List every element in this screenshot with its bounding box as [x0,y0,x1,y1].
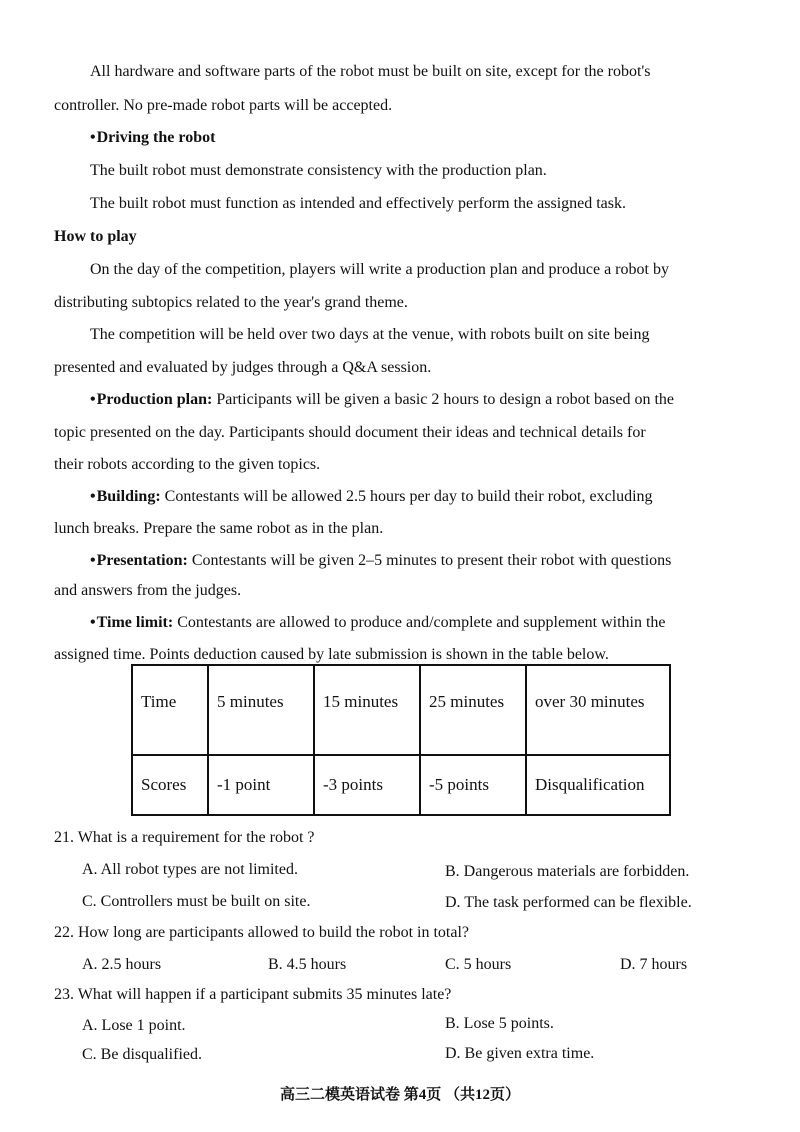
option-d[interactable]: D. Be given extra time. [445,1045,595,1062]
option-c[interactable]: C. Controllers must be built on site. [82,893,311,910]
table-cell: 15 minutes [314,665,420,755]
passage-line [90,551,671,571]
passage-line: On the day of the competition, players will write a production plan and produce a robot by [90,261,669,278]
option-b[interactable]: B. Lose 5 points. [445,1015,554,1032]
passage-line: All hardware and software parts of the robot must be built on site, except for the robot's [90,63,651,80]
option-b[interactable]: B. 4.5 hours [268,956,347,973]
passage-line: distributing subtopics related to the year's grand theme. [54,294,408,311]
passage-line: The built robot must function as intended and effectively perform the assigned task. [90,195,627,212]
table-row [132,755,670,815]
passage-line [90,613,666,633]
table-cell: Scores [132,755,208,815]
option-a[interactable]: A. Lose 1 point. [82,1017,186,1034]
option-b[interactable]: B. Dangerous materials are forbidden. [445,863,690,880]
option-a[interactable]: A. 2.5 hours [82,956,162,973]
passage-line: and answers from the judges. [54,582,242,599]
question-stem: 22. How long are participants allowed to build the robot in total? [54,924,470,941]
build-label: Building: [96,488,161,505]
plan-text: Participants will be given a basic 2 hours to design a robot based on the [212,391,675,408]
table-cell: 5 minutes [208,665,314,755]
passage-line [90,390,674,410]
passage-line: topic presented on the day. Participants should document their ideas and technical details for [54,424,646,441]
page-footer: 高三二模英语试卷 第4页 （共12页） [279,1087,520,1103]
passage-line: assigned time. Points deduction caused by late submission is shown in the table below. [54,646,609,663]
option-c[interactable]: C. Be disqualified. [82,1046,202,1063]
points-deduction-table [131,664,671,816]
passage-line: The competition will be held over two days at the venue, with robots built on site being [90,326,650,343]
passage-line: controller. No pre-made robot parts will be accepted. [54,97,393,114]
table-row [132,665,670,755]
passage-line: their robots according to the given topics. [54,456,321,473]
passage-line: The built robot must demonstrate consistency with the production plan. [90,162,547,179]
table-cell: 25 minutes [420,665,526,755]
passage-line: lunch breaks. Prepare the same robot as in the plan. [54,520,384,537]
question-stem: 21. What is a requirement for the robot ? [54,829,315,846]
section-heading: How to play [54,228,137,245]
option-d[interactable]: D. 7 hours [620,956,688,973]
passage-line: presented and evaluated by judges through a Q&A session. [54,359,432,376]
presentation-text: Contestants will be given 2–5 minutes to present their robot with questions [187,552,672,569]
passage-line [90,487,653,507]
option-a[interactable]: A. All robot types are not limited. [82,861,298,878]
table-cell: -3 points [314,755,420,815]
section-heading [90,128,215,148]
option-c[interactable]: C. 5 hours [445,956,512,973]
table-cell: -5 points [420,755,526,815]
table-cell: -1 point [208,755,314,815]
table-cell: Disqualification [526,755,670,815]
table-cell: Time [132,665,208,755]
time-limit-label: Time limit: [96,614,174,631]
table-cell: over 30 minutes [526,665,670,755]
time-limit-text: Contestants are allowed to produce and/complete and supplement within the [173,614,666,631]
driving-heading: Driving the robot [96,129,216,146]
question-stem: 23. What will happen if a participant submits 35 minutes late? [54,986,452,1003]
option-d[interactable]: D. The task performed can be flexible. [445,894,692,911]
build-text: Contestants will be allowed 2.5 hours per day to build their robot, excluding [160,488,653,505]
presentation-label: Presentation: [96,552,188,569]
plan-label: Production plan: [96,391,213,408]
